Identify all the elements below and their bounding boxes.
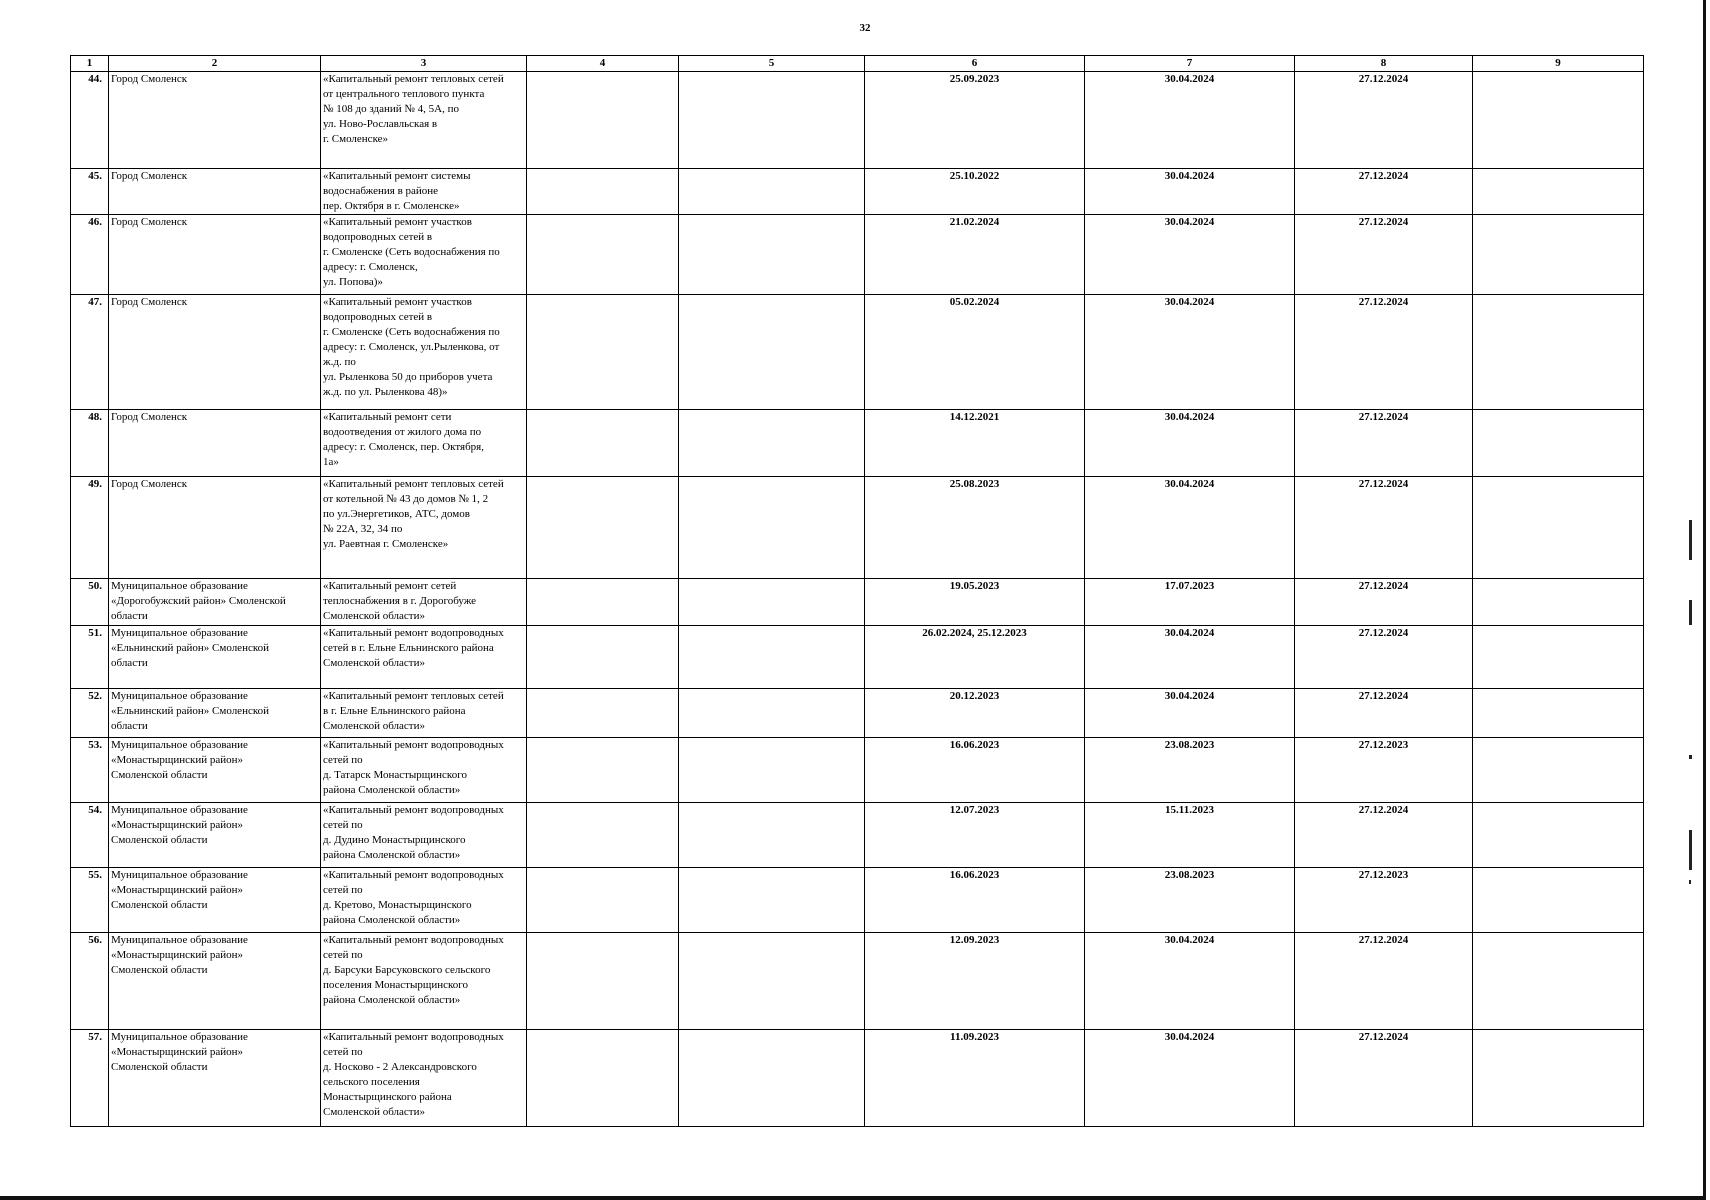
date-col-6: 11.09.2023: [865, 1030, 1085, 1127]
project-description-line: г. Смоленске»: [323, 133, 389, 145]
project-description-cell: [321, 215, 527, 295]
date-col-7: 30.04.2024: [1085, 626, 1295, 689]
project-description-cell: [321, 738, 527, 803]
project-description-line: пер. Октября в г. Смоленске»: [323, 200, 460, 212]
date-col-8: 27.12.2023: [1295, 738, 1473, 803]
municipality-cell: [109, 738, 321, 803]
project-description-line: адресу: г. Смоленск, пер. Октября,: [323, 441, 484, 453]
municipality-cell: [109, 72, 321, 169]
project-description-line: поселения Монастырщинского: [323, 979, 469, 991]
table-row: [71, 868, 1644, 933]
project-description-line: ул. Рыленкова 50 до приборов учета: [323, 371, 493, 383]
date-col-6: 14.12.2021: [865, 410, 1085, 477]
project-description-line: «Капитальный ремонт сетей: [323, 580, 457, 592]
project-description-cell: [321, 295, 527, 410]
municipality-cell: [109, 803, 321, 868]
table-row: [71, 803, 1644, 868]
municipality-line: Смоленской области: [111, 769, 208, 781]
column-4-cell: [527, 410, 679, 477]
project-description-line: «Капитальный ремонт водопроводных: [323, 739, 504, 751]
table-row: [71, 689, 1644, 738]
column-5-cell: [679, 868, 865, 933]
page-number: 32: [859, 22, 871, 34]
date-col-8: 27.12.2023: [1295, 868, 1473, 933]
project-description-line: Смоленской области»: [323, 1106, 425, 1118]
column-header-9: 9: [1473, 56, 1644, 72]
date-col-7: 30.04.2024: [1085, 477, 1295, 579]
project-description-line: 1а»: [323, 456, 339, 468]
date-col-8: 27.12.2024: [1295, 1030, 1473, 1127]
column-5-cell: [679, 477, 865, 579]
project-description-line: «Капитальный ремонт сети: [323, 411, 452, 423]
project-description-line: водоснабжения в районе: [323, 185, 439, 197]
municipality-line: «Монастырщинский район»: [111, 819, 244, 831]
project-description-line: д. Носково - 2 Александровского: [323, 1061, 477, 1073]
municipality-cell: [109, 868, 321, 933]
column-4-cell: [527, 215, 679, 295]
column-5-cell: [679, 410, 865, 477]
date-col-6: 05.02.2024: [865, 295, 1085, 410]
municipality-line: «Монастырщинский район»: [111, 884, 244, 896]
column-4-cell: [527, 477, 679, 579]
date-col-6: 16.06.2023: [865, 738, 1085, 803]
project-description-line: ул. Попова)»: [323, 276, 383, 288]
date-col-7: 30.04.2024: [1085, 169, 1295, 215]
column-5-cell: [679, 626, 865, 689]
row-number: 49.: [71, 477, 109, 579]
header-row: [71, 56, 1644, 72]
municipality-line: Смоленской области: [111, 964, 208, 976]
project-description-line: сетей по: [323, 884, 363, 896]
municipality-cell: [109, 689, 321, 738]
municipality-cell: [109, 410, 321, 477]
column-5-cell: [679, 72, 865, 169]
row-number: 52.: [71, 689, 109, 738]
municipality-line: Муниципальное образование: [111, 1031, 248, 1043]
municipality-line: Город Смоленск: [111, 73, 188, 85]
column-5-cell: [679, 738, 865, 803]
table-row: [71, 579, 1644, 626]
column-4-cell: [527, 626, 679, 689]
municipality-line: Муниципальное образование: [111, 804, 248, 816]
column-9-cell: [1473, 410, 1644, 477]
table-row: [71, 215, 1644, 295]
municipality-line: области: [111, 720, 148, 732]
project-description-line: Смоленской области»: [323, 610, 425, 622]
date-col-6: 16.06.2023: [865, 868, 1085, 933]
project-description-line: по ул.Энергетиков, АТС, домов: [323, 508, 470, 520]
project-description-line: сетей по: [323, 754, 363, 766]
municipality-cell: [109, 933, 321, 1030]
project-description-cell: [321, 626, 527, 689]
date-col-7: 30.04.2024: [1085, 410, 1295, 477]
column-4-cell: [527, 169, 679, 215]
column-4-cell: [527, 295, 679, 410]
column-4-cell: [527, 803, 679, 868]
project-description-line: сетей по: [323, 949, 363, 961]
project-description-line: ул. Ново-Рославльская в: [323, 118, 438, 130]
column-9-cell: [1473, 738, 1644, 803]
date-col-6: 21.02.2024: [865, 215, 1085, 295]
project-description-line: д. Барсуки Барсуковского сельского: [323, 964, 491, 976]
municipality-cell: [109, 169, 321, 215]
row-number: 51.: [71, 626, 109, 689]
municipality-line: Город Смоленск: [111, 170, 188, 182]
column-9-cell: [1473, 295, 1644, 410]
project-description-line: сетей по: [323, 819, 363, 831]
municipality-line: области: [111, 610, 148, 622]
project-description-cell: [321, 868, 527, 933]
column-9-cell: [1473, 477, 1644, 579]
table-row: [71, 933, 1644, 1030]
project-description-line: Смоленской области»: [323, 720, 425, 732]
column-header-7: 7: [1085, 56, 1295, 72]
municipality-cell: [109, 626, 321, 689]
table-row: [71, 1030, 1644, 1127]
table-row: [71, 72, 1644, 169]
table-row: [71, 477, 1644, 579]
date-col-6: 25.08.2023: [865, 477, 1085, 579]
date-col-7: 30.04.2024: [1085, 933, 1295, 1030]
date-col-8: 27.12.2024: [1295, 626, 1473, 689]
municipality-line: Муниципальное образование: [111, 739, 248, 751]
date-col-8: 27.12.2024: [1295, 72, 1473, 169]
project-description-line: «Капитальный ремонт участков: [323, 216, 472, 228]
project-description-line: Монастырщинского района: [323, 1091, 452, 1103]
project-description-cell: [321, 169, 527, 215]
project-description-line: «Капитальный ремонт водопроводных: [323, 869, 504, 881]
date-col-8: 27.12.2024: [1295, 803, 1473, 868]
column-9-cell: [1473, 626, 1644, 689]
project-description-line: «Капитальный ремонт водопроводных: [323, 627, 504, 639]
row-number: 50.: [71, 579, 109, 626]
table-row: [71, 295, 1644, 410]
table-row: [71, 738, 1644, 803]
project-description-line: теплоснабжения в г. Дорогобуже: [323, 595, 477, 607]
column-4-cell: [527, 72, 679, 169]
project-description-cell: [321, 477, 527, 579]
project-description-line: района Смоленской области»: [323, 784, 461, 796]
project-description-line: д. Кретово, Монастырщинского: [323, 899, 472, 911]
project-description-line: д. Татарск Монастырщинского: [323, 769, 467, 781]
project-description-cell: [321, 803, 527, 868]
column-4-cell: [527, 689, 679, 738]
municipality-line: Город Смоленск: [111, 216, 188, 228]
municipality-line: Город Смоленск: [111, 411, 188, 423]
project-description-line: от центрального теплового пункта: [323, 88, 485, 100]
date-col-6: 19.05.2023: [865, 579, 1085, 626]
project-description-line: ул. Раевтная г. Смоленске»: [323, 538, 449, 550]
project-description-line: Смоленской области»: [323, 657, 425, 669]
project-description-line: «Капитальный ремонт тепловых сетей: [323, 478, 504, 490]
row-number: 53.: [71, 738, 109, 803]
date-col-8: 27.12.2024: [1295, 215, 1473, 295]
project-description-line: д. Дудино Монастырщинского: [323, 834, 466, 846]
municipality-line: Смоленской области: [111, 1061, 208, 1073]
municipality-line: «Дорогобужский район» Смоленской: [111, 595, 286, 607]
project-description-line: г. Смоленске (Сеть водоснабжения по: [323, 246, 500, 258]
project-description-line: «Капитальный ремонт тепловых сетей: [323, 73, 504, 85]
row-number: 55.: [71, 868, 109, 933]
column-4-cell: [527, 933, 679, 1030]
date-col-6: 26.02.2024, 25.12.2023: [865, 626, 1085, 689]
date-col-7: 30.04.2024: [1085, 295, 1295, 410]
date-col-6: 12.09.2023: [865, 933, 1085, 1030]
project-description-line: водопроводных сетей в: [323, 311, 433, 323]
date-col-7: 30.04.2024: [1085, 689, 1295, 738]
column-header-5: 5: [679, 56, 865, 72]
date-col-8: 27.12.2024: [1295, 579, 1473, 626]
project-description-line: адресу: г. Смоленск, ул.Рыленкова, от: [323, 341, 500, 353]
municipality-line: Смоленской области: [111, 899, 208, 911]
date-col-8: 27.12.2024: [1295, 933, 1473, 1030]
column-9-cell: [1473, 868, 1644, 933]
project-description-line: «Капитальный ремонт водопроводных: [323, 804, 504, 816]
municipality-line: «Монастырщинский район»: [111, 1046, 244, 1058]
project-description-line: «Капитальный ремонт водопроводных: [323, 1031, 504, 1043]
project-description-line: водопроводных сетей в: [323, 231, 433, 243]
date-col-7: 30.04.2024: [1085, 1030, 1295, 1127]
date-col-7: 23.08.2023: [1085, 738, 1295, 803]
scan-speck: [1689, 520, 1692, 560]
municipality-line: Город Смоленск: [111, 296, 188, 308]
date-col-6: 20.12.2023: [865, 689, 1085, 738]
date-col-6: 12.07.2023: [865, 803, 1085, 868]
column-header-4: 4: [527, 56, 679, 72]
column-9-cell: [1473, 215, 1644, 295]
row-number: 57.: [71, 1030, 109, 1127]
column-5-cell: [679, 1030, 865, 1127]
scan-speck: [1689, 830, 1692, 870]
column-4-cell: [527, 579, 679, 626]
row-number: 48.: [71, 410, 109, 477]
column-5-cell: [679, 215, 865, 295]
date-col-6: 25.10.2022: [865, 169, 1085, 215]
project-description-line: ж.д. по ул. Рыленкова 48)»: [323, 386, 448, 398]
municipality-line: Муниципальное образование: [111, 690, 248, 702]
municipality-line: Муниципальное образование: [111, 627, 248, 639]
municipality-cell: [109, 215, 321, 295]
municipality-cell: [109, 579, 321, 626]
date-col-8: 27.12.2024: [1295, 477, 1473, 579]
column-5-cell: [679, 689, 865, 738]
project-description-cell: [321, 1030, 527, 1127]
row-number: 45.: [71, 169, 109, 215]
column-5-cell: [679, 295, 865, 410]
municipality-line: «Монастырщинский район»: [111, 949, 244, 961]
date-col-7: 15.11.2023: [1085, 803, 1295, 868]
row-number: 47.: [71, 295, 109, 410]
column-header-1: 1: [71, 56, 109, 72]
project-description-line: адресу: г. Смоленск,: [323, 261, 418, 273]
project-description-cell: [321, 72, 527, 169]
scan-speck: [1689, 755, 1692, 759]
column-header-8: 8: [1295, 56, 1473, 72]
project-description-line: района Смоленской области»: [323, 994, 461, 1006]
project-description-cell: [321, 933, 527, 1030]
municipality-line: Муниципальное образование: [111, 869, 248, 881]
column-5-cell: [679, 933, 865, 1030]
municipality-line: «Ельнинский район» Смоленской: [111, 705, 270, 717]
project-description-cell: [321, 410, 527, 477]
table-body: [71, 72, 1644, 1127]
municipality-line: «Монастырщинский район»: [111, 754, 244, 766]
column-5-cell: [679, 579, 865, 626]
column-5-cell: [679, 169, 865, 215]
table-row: [71, 626, 1644, 689]
project-description-line: водоотведения от жилого дома по: [323, 426, 482, 438]
date-col-7: 30.04.2024: [1085, 215, 1295, 295]
column-header-2: 2: [109, 56, 321, 72]
column-5-cell: [679, 803, 865, 868]
document-table: [70, 55, 1644, 1127]
row-number: 54.: [71, 803, 109, 868]
row-number: 56.: [71, 933, 109, 1030]
date-col-8: 27.12.2024: [1295, 295, 1473, 410]
table-row: [71, 169, 1644, 215]
column-9-cell: [1473, 1030, 1644, 1127]
date-col-7: 30.04.2024: [1085, 72, 1295, 169]
project-description-line: ж.д. по: [323, 356, 356, 368]
project-description-cell: [321, 579, 527, 626]
municipality-cell: [109, 295, 321, 410]
project-description-line: «Капитальный ремонт тепловых сетей: [323, 690, 504, 702]
document-table-wrapper: [70, 55, 1644, 1127]
row-number: 46.: [71, 215, 109, 295]
municipality-cell: [109, 1030, 321, 1127]
date-col-8: 27.12.2024: [1295, 410, 1473, 477]
project-description-line: «Капитальный ремонт участков: [323, 296, 472, 308]
column-9-cell: [1473, 933, 1644, 1030]
project-description-line: района Смоленской области»: [323, 849, 461, 861]
row-number: 44.: [71, 72, 109, 169]
municipality-line: Муниципальное образование: [111, 934, 248, 946]
column-4-cell: [527, 868, 679, 933]
municipality-line: Город Смоленск: [111, 478, 188, 490]
project-description-line: № 22А, 32, 34 по: [323, 523, 403, 535]
municipality-line: области: [111, 657, 148, 669]
project-description-line: в г. Ельне Ельнинского района: [323, 705, 466, 717]
date-col-7: 23.08.2023: [1085, 868, 1295, 933]
scan-edge-right: [1703, 0, 1706, 1200]
column-9-cell: [1473, 169, 1644, 215]
column-header-6: 6: [865, 56, 1085, 72]
date-col-7: 17.07.2023: [1085, 579, 1295, 626]
project-description-line: г. Смоленске (Сеть водоснабжения по: [323, 326, 500, 338]
scan-speck: [1689, 880, 1691, 884]
column-4-cell: [527, 738, 679, 803]
project-description-cell: [321, 689, 527, 738]
column-9-cell: [1473, 689, 1644, 738]
scan-edge-bottom: [0, 1196, 1703, 1200]
column-4-cell: [527, 1030, 679, 1127]
column-9-cell: [1473, 579, 1644, 626]
project-description-line: от котельной № 43 до домов № 1, 2: [323, 493, 489, 505]
date-col-6: 25.09.2023: [865, 72, 1085, 169]
project-description-line: сельского поселения: [323, 1076, 420, 1088]
municipality-line: Муниципальное образование: [111, 580, 248, 592]
municipality-line: Смоленской области: [111, 834, 208, 846]
project-description-line: сетей в г. Ельне Ельнинского района: [323, 642, 494, 654]
project-description-line: «Капитальный ремонт водопроводных: [323, 934, 504, 946]
project-description-line: сетей по: [323, 1046, 363, 1058]
column-header-3: 3: [321, 56, 527, 72]
date-col-8: 27.12.2024: [1295, 689, 1473, 738]
column-9-cell: [1473, 72, 1644, 169]
date-col-8: 27.12.2024: [1295, 169, 1473, 215]
scan-speck: [1689, 600, 1692, 625]
column-9-cell: [1473, 803, 1644, 868]
project-description-line: «Капитальный ремонт системы: [323, 170, 471, 182]
municipality-cell: [109, 477, 321, 579]
project-description-line: № 108 до зданий № 4, 5А, по: [323, 103, 459, 115]
municipality-line: «Ельнинский район» Смоленской: [111, 642, 270, 654]
table-row: [71, 410, 1644, 477]
project-description-line: района Смоленской области»: [323, 914, 461, 926]
